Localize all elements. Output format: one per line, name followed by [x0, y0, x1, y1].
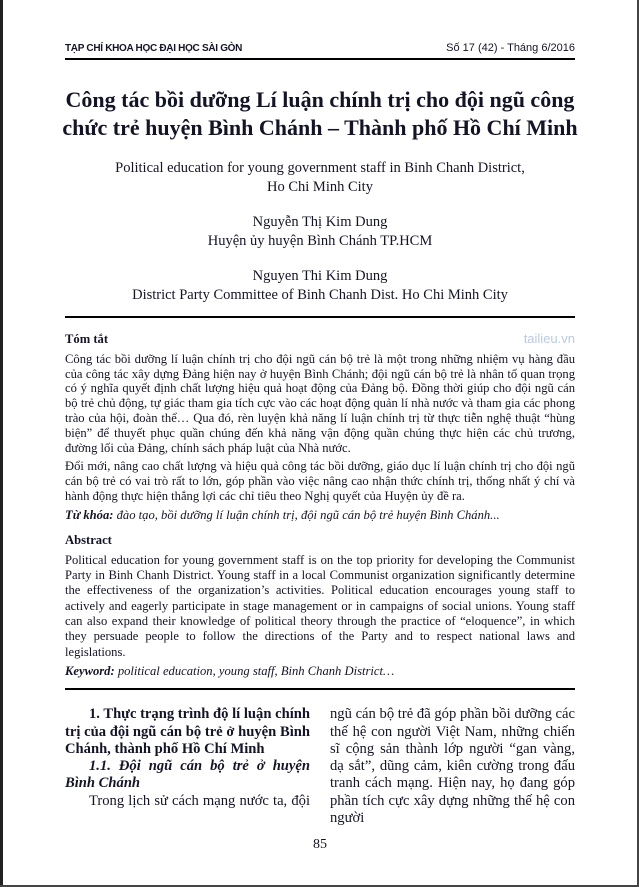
summary-vi	[65, 332, 575, 523]
english-title-line: Ho Chi Minh City	[267, 178, 373, 195]
subsection-heading: 1.1. Đội ngũ cán bộ trẻ ở huyện Bình Chánh	[65, 758, 310, 792]
header-rule	[65, 58, 575, 60]
english-title	[60, 159, 580, 196]
author-en	[60, 267, 580, 304]
watermark: tailieu.vn	[523, 331, 575, 346]
keywords-text: political education, young staff, Binh Chanh District…	[114, 663, 395, 678]
keywords-label: Keyword:	[65, 663, 115, 678]
author-affiliation: District Party Committee of Binh Chanh Dist. Ho Chi Minh City	[132, 286, 508, 303]
issue-info: Số 17 (42) - Tháng 6/2016	[446, 42, 575, 54]
page-title	[60, 86, 580, 142]
keywords-text: đào tạo, bồi dưỡng lí luận chính trị, đội ngũ cán bộ trẻ huyện Bình Chánh...	[113, 507, 500, 522]
summary-heading-row	[65, 332, 575, 347]
author-affiliation: Huyện ủy huyện Bình Chánh TP.HCM	[207, 232, 433, 249]
body-paragraph: ngũ cán bộ trẻ đã góp phần bồi dưỡng các thế hệ con người Việt Nam, những chiến sĩ cộng sản thành lớp người “gan vàng, dạ sắt”, dũng cảm, kiên cường trong đấu tranh cách mạng. Hiện nay, họ đang góp phần tích cực xây dựng những thế hệ con người	[330, 706, 575, 827]
author-name: Nguyen Thi Kim Dung	[252, 268, 388, 284]
keywords-label: Từ khóa:	[65, 507, 114, 522]
title-line: Công tác bồi dưỡng Lí luận chính trị cho đội ngũ công	[65, 87, 575, 112]
summary-paragraph: Đổi mới, nâng cao chất lượng và hiệu quả công tác bồi dưỡng, giáo dục lí luận chính trị cho đội ngũ cán bộ trẻ có vai trò rất to lớn, góp phần vào việc nâng cao nhận thức chính trị, thống nhất ý chí và hành động thực hiện thắng lợi các chỉ tiêu theo Nghị quyết của Huyện ủy đề ra.	[65, 459, 575, 503]
body-columns	[65, 706, 575, 827]
keywords-vi	[65, 508, 575, 523]
article-flow	[65, 316, 575, 853]
keywords-en	[65, 664, 575, 679]
summary-paragraph: Công tác bồi dưỡng lí luận chính trị cho đội ngũ cán bộ trẻ là một trong những nhiệm vụ hàng đầu của công tác xây dựng Đảng hiện nay ở huyện Bình Chánh; đội ngũ cán bộ trẻ là nhân tố quan trọng có ý nghĩa quyết định chất lượng hiệu quả hoạt động của Đảng bộ. Đồng thời giúp cho đội ngũ cán bộ trẻ chủ động, tự giác tham gia tích cực vào các hoạt động quản lí nhà nước và tham gia các phong trào của hội, đoàn thể… Qua đó, rèn luyện khả năng lí luận chính trị từ thực tiễn nghệ thuật “hùng biện” để thuyết phục quần chúng đến khả năng vận động quần chúng thực hiện các chủ trương, đường lối của Đảng, chính sách pháp luật của Nhà nước.	[65, 351, 575, 455]
author-vi	[60, 213, 580, 250]
summary-heading: Tóm tắt	[65, 332, 109, 346]
abstract-paragraph: Political education for young government staff is on the top priority for developing the Communist Party in Binh Chanh District. Young staff in a local Communist organization significantly determine the effectiveness of the organization’s activities. Political education encourages young staff to actively and eagerly participate in stage management or in campaigns of social unions. Young staff can also expand their knowledge of political theory through the practice of “eloquence”, in which they persuade people to follow the directions of the Party and to respect national laws and legislations.	[65, 552, 575, 659]
abstract-heading: Abstract	[65, 532, 112, 547]
page-border-left	[0, 0, 3, 887]
section-heading: 1. Thực trạng trình độ lí luận chính trị của đội ngũ cán bộ trẻ ở huyện Bình Chánh, thành phố Hồ Chí Minh	[65, 706, 310, 757]
english-title-line: Political education for young government staff in Binh Chanh District,	[115, 160, 525, 176]
left-column	[65, 706, 310, 827]
author-name: Nguyễn Thị Kim Dung	[252, 214, 388, 230]
abstract-top-rule	[65, 316, 575, 318]
page-number: 85	[313, 837, 327, 853]
body-paragraph: Trong lịch sử cách mạng nước ta, đội	[89, 792, 310, 809]
journal-name: TẠP CHÍ KHOA HỌC ĐẠI HỌC SÀI GÒN	[65, 43, 243, 54]
abstract-bottom-rule	[65, 688, 575, 690]
summary-en	[65, 533, 575, 680]
title-line: chức trẻ huyện Bình Chánh – Thành phố Hồ Chí Minh	[62, 115, 578, 140]
right-column	[330, 706, 575, 827]
